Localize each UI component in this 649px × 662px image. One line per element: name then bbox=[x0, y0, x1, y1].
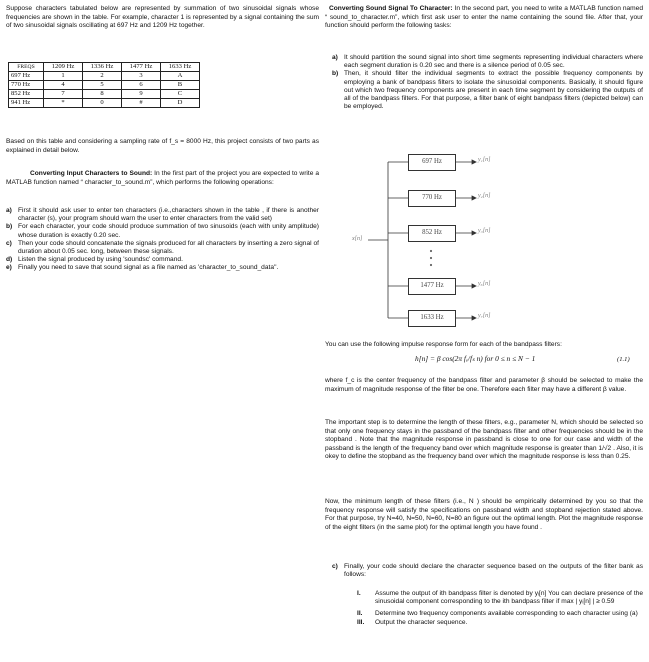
table-col-header: 1336 Hz bbox=[83, 63, 122, 72]
list-item bbox=[332, 563, 643, 579]
table-row-header: 941 Hz bbox=[9, 99, 44, 108]
table-cell: C bbox=[161, 90, 200, 99]
part1-list bbox=[6, 207, 319, 273]
list-text: Assume the output of ith bandpass filter is denoted by yᵢ[n] You can declare presence of the sinusoidal component corresponding to the ith bandpass filter if max | yᵢ[n] | ≥ 0.59 bbox=[375, 590, 643, 606]
list-item bbox=[332, 54, 643, 70]
part1-title: Converting Input Characters to Sound: bbox=[30, 170, 153, 177]
filter-block: 852 Hz bbox=[408, 225, 456, 242]
table-cell: B bbox=[161, 81, 200, 90]
important-paragraph: The important step is to determine the length of these filters, e.g., parameter N, which should be selected so that only one frequency stays in the passband of the bandpass filter and other frequencies should be in the stopband . Note that the magnitude response in passband is close to one for our case and width of the passband is the length of the frequency band over which magnitude response is greater than 1/√2 . Also, it is okey to define the stopband as the frequency band over which the magnitude response is less than 0.25. bbox=[325, 419, 643, 461]
list-item bbox=[332, 70, 643, 111]
list-label: II. bbox=[357, 610, 363, 618]
part2-title: Converting Sound Signal To Character: bbox=[329, 5, 453, 12]
ellipsis-dot bbox=[430, 264, 432, 266]
list-text: Determine two frequency components available corresponding to each character using (a) bbox=[375, 610, 638, 618]
table-cell: # bbox=[122, 99, 161, 108]
list-text: Then your code should concatenate the signals produced for all characters by inserting a zero signal of duration about 0.05 sec. long, between these signals. bbox=[18, 239, 319, 256]
input-signal-label: x[n] bbox=[352, 236, 363, 242]
output-label: y₂[n] bbox=[478, 193, 491, 199]
list-item bbox=[6, 256, 319, 264]
table-cell: A bbox=[161, 72, 200, 81]
list-text: For each character, your code should produce summation of two sinusoids (each with unity amplitude) whose duration is exactly 0.20 sec. bbox=[18, 223, 319, 239]
impulse-intro: You can use the following impulse response form for each of the bandpass filters: bbox=[325, 341, 562, 348]
filter-block: 770 Hz bbox=[408, 190, 456, 207]
list-item bbox=[6, 240, 319, 256]
table-cell: 8 bbox=[83, 90, 122, 99]
where-paragraph: where f_c is the center frequency of the bandpass filter and parameter β should be selected to make the maximum of magnitude response of the filter be one. Therefore each filter may have a different β value. bbox=[325, 377, 643, 393]
list-text: Finally, your code should declare the character sequence based on the outputs of the filter bank as follows: bbox=[344, 563, 643, 579]
part2-list bbox=[332, 54, 643, 111]
filter-block: 1633 Hz bbox=[408, 310, 456, 327]
table-row-header: 697 Hz bbox=[9, 72, 44, 81]
list-label: I. bbox=[357, 590, 361, 597]
ellipsis-dot bbox=[430, 257, 432, 259]
table-cell: 2 bbox=[83, 72, 122, 81]
list-item bbox=[6, 207, 319, 223]
table-cell: 7 bbox=[44, 90, 83, 99]
table-col-header: 1209 Hz bbox=[44, 63, 83, 72]
based-paragraph: Based on this table and considering a sampling rate of f_s = 8000 Hz, this project consists of two parts as explained in detail below. bbox=[6, 138, 319, 154]
table-row-header: 852 Hz bbox=[9, 90, 44, 99]
list-text: Output the character sequence. bbox=[375, 618, 468, 626]
output-label: y₇[n] bbox=[478, 313, 491, 319]
output-label: y₁[n] bbox=[478, 157, 491, 163]
part2-paragraph bbox=[325, 5, 643, 31]
list-label: b) bbox=[332, 70, 339, 78]
table-corner: FREQS bbox=[9, 63, 44, 72]
list-label: c) bbox=[332, 563, 338, 570]
list-item bbox=[6, 264, 319, 272]
list-text: Then, it should filter the individual segments to extract the possible frequency components by employing a bank of bandpass filters to isolate the sinusoidal components. Basically, it should figure out which two frequency components are present in each time segment by considering the outputs of all of the bandpass filters. For that purpose, a filter bank of eight bandpass filters (depicted below) can be employed. bbox=[344, 70, 643, 111]
list-text: Listen the signal produced by using 'soundsc' command. bbox=[18, 256, 183, 264]
table-cell: 4 bbox=[44, 81, 83, 90]
output-label: y₆[n] bbox=[478, 281, 491, 287]
filter-block: 697 Hz bbox=[408, 154, 456, 171]
table-cell: D bbox=[161, 99, 200, 108]
equation-number: (1.1) bbox=[617, 356, 630, 363]
list-item bbox=[6, 223, 319, 239]
filter-block: 1477 Hz bbox=[408, 278, 456, 295]
table-cell: 1 bbox=[44, 72, 83, 81]
intro-paragraph: Suppose characters tabulated below are represented by summation of two sinusoidal signals whose frequencies are shown in the table. For example, character 1 is represented by a signal containing the sum of two sinusoidal signals oscillating at 697 Hz and 1209 Hz together. bbox=[6, 5, 319, 30]
impulse-formula: h[n] = β cos(2π fₑ/fₛ n) for 0 ≤ n ≤ N − 1 bbox=[415, 354, 536, 363]
table-row bbox=[9, 72, 200, 81]
table-row-header: 770 Hz bbox=[9, 81, 44, 90]
table-cell: 6 bbox=[122, 81, 161, 90]
table-col-header: 1633 Hz bbox=[161, 63, 200, 72]
list-label: a) bbox=[6, 207, 12, 214]
list-label: b) bbox=[6, 223, 13, 231]
part1-paragraph bbox=[6, 170, 319, 187]
frequency-table bbox=[8, 62, 200, 108]
table-row bbox=[9, 90, 200, 99]
table-row bbox=[9, 99, 200, 108]
list-label: d) bbox=[6, 256, 13, 264]
part2-list-c bbox=[332, 563, 643, 579]
table-cell: 3 bbox=[122, 72, 161, 81]
table-col-header: 1477 Hz bbox=[122, 63, 161, 72]
output-label: y₃[n] bbox=[478, 228, 491, 234]
sub-list bbox=[357, 590, 643, 627]
table-cell: 9 bbox=[122, 90, 161, 99]
list-item bbox=[357, 590, 643, 606]
list-label: III. bbox=[357, 618, 365, 626]
part1-body: In the first part of the project you are expected to write a MATLAB function named “ character_to_sound.m”, which performs the following operations: bbox=[6, 170, 319, 186]
list-text: It should partition the sound signal into short time segments representing individual characters where each segment duration is 0.20 sec and there is a silence period of 0.05 sec. bbox=[344, 54, 643, 70]
table-cell: * bbox=[44, 99, 83, 108]
ellipsis-dot bbox=[430, 250, 432, 252]
list-label: c) bbox=[6, 239, 12, 247]
part2-body: In the second part, you need to write a MATLAB function named “ sound_to_character.m”, which first ask user to enter the name containing the sound file. After that, your function should perform the following tasks: bbox=[325, 5, 643, 30]
now-paragraph: Now, the minimum length of these filters (i.e., N ) should be empirically determined by you so that the frequency response will satisfy the specifications on passband width and stopband rejection stated above. For that purpose, try N=40, N=50, N=60, N=80 an figure out the optimal length. Plot the magnitude response of the eight filters (in the same plot) for the optimal length you have found . bbox=[325, 498, 643, 531]
list-item bbox=[357, 619, 643, 627]
table-cell: 0 bbox=[83, 99, 122, 108]
list-label: e) bbox=[6, 264, 12, 272]
list-text: First it should ask user to enter ten characters (i.e.,characters shown in the table , if there is another character (s), your program should warn the user to enter characters from the valid set) bbox=[18, 207, 319, 223]
list-label: a) bbox=[332, 54, 338, 61]
list-item bbox=[357, 610, 643, 618]
table-cell: 5 bbox=[83, 81, 122, 90]
list-text: Finally you need to save that sound signal as a file named as 'character_to_sound_data''. bbox=[18, 264, 279, 272]
table-row bbox=[9, 81, 200, 90]
